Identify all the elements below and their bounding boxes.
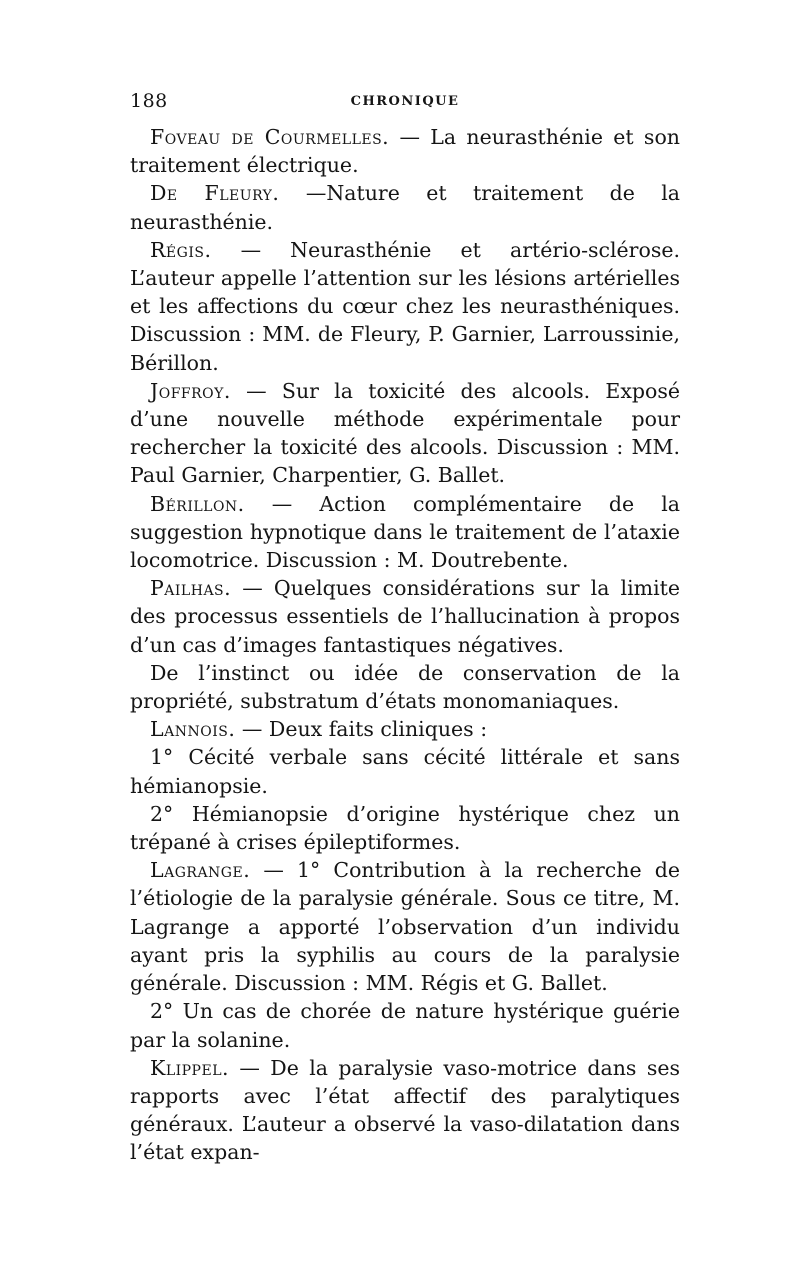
paragraph [130,715,680,743]
paragraph-text: — Sur la toxicité des alcools. Exposé d’une nouvelle méthode expérimentale pour rechercher la toxicité des alcools. Discussion : MM. Paul Garnier, Charpentier, G. Ballet. [130,378,680,488]
paragraph-text: — De la paralysie vaso-motrice dans ses rapports avec l’état affectif des paralytiques généraux. L’auteur a observé la vaso-dilatation dans l’état expan- [130,1055,680,1165]
paragraph [130,743,680,799]
author-name: Pailhas. [150,576,232,601]
author-name: Klippel. [150,1055,230,1080]
paragraph [130,1054,680,1167]
paragraph [130,490,680,575]
paragraph-text: — Action complémentaire de la suggestion hypnotique dans le traitement de l’ataxie locomotrice. Discussion : M. Doutrebente. [130,491,680,573]
paragraph-text: 2° Hémianopsie d’origine hystérique chez un trépané à crises épileptiformes. [130,801,680,855]
author-name: Lagrange. [150,858,251,883]
author-name: De Fleury. [150,181,280,206]
paragraph [130,856,680,997]
paragraph [130,377,680,490]
paragraph-text: 2° Un cas de chorée de nature hystérique guérie par la solanine. [130,999,680,1052]
author-name: Foveau de Courmelles. [150,125,390,149]
paragraph-text: — Deux faits cliniques : [235,717,488,742]
paragraph-text: — Quelques considérations sur la limite des processus essentiels de l’hallucination à propos d’un cas d’images fantastiques négatives. [130,576,680,657]
paragraph-text: 1° Cécité verbale sans cécité littérale et sans hémianopsie. [130,745,680,798]
paragraph [130,659,680,715]
author-name: Bérillon. [150,491,245,516]
paragraph-text: — La neurasthénie et son traitement électrique. [130,125,680,178]
paragraph [130,997,680,1053]
paragraph-text: —Nature et traitement de la neurasthénie. [130,181,680,234]
author-name: Lannois. [150,717,236,742]
paragraph [130,574,680,659]
page-header [130,90,680,116]
paragraph-text: De l’instinct ou idée de conservation de la propriété, substratum d’états monomaniaques. [130,660,680,714]
running-head: CHRONIQUE [350,94,460,109]
author-name: Joffroy. [150,378,231,403]
page-number: 188 [130,90,168,112]
page-body [130,123,680,1167]
author-name: Régis. [150,237,212,262]
paragraph [130,236,680,377]
paragraph [130,123,680,179]
paragraph [130,179,680,235]
paragraph-text: — Neurasthénie et artério-sclérose. L’auteur appelle l’attention sur les lésions artérielles et les affections du cœur chez les neurasthéniques. Discussion : MM. de Fleury, P. Garnier, Larroussinie, Bérillon. [130,237,680,375]
paragraph [130,800,680,856]
paragraph-text: — 1° Contribution à la recherche de l’étiologie de la paralysie générale. Sous ce titre, M. Lagrange a apporté l’observation d’un individu ayant pris la syphilis au cours de la paralysie générale. Discussion : MM. Régis et G. Ballet. [130,858,680,996]
